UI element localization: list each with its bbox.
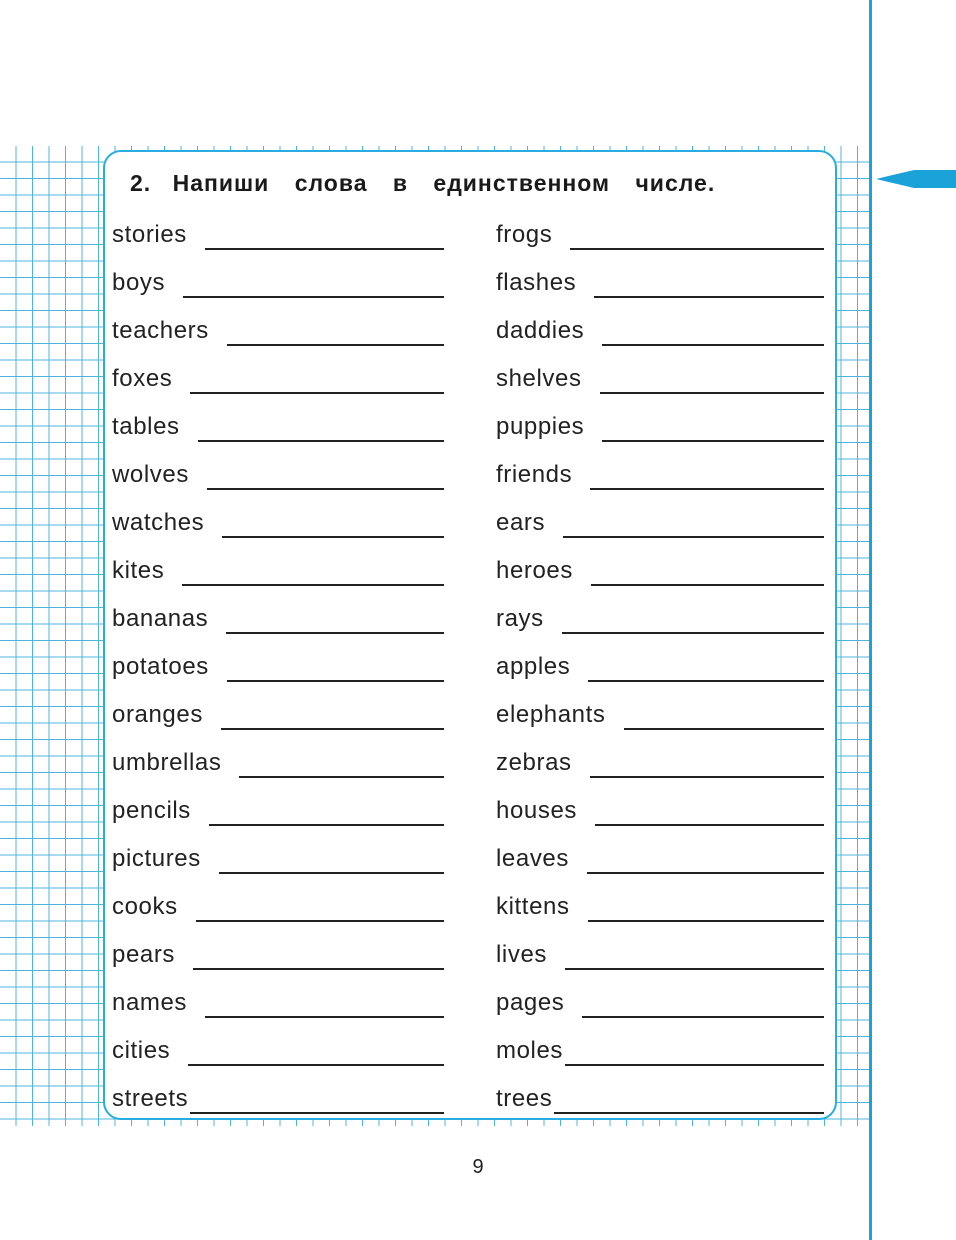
word-label: apples (496, 653, 571, 680)
answer-line[interactable] (602, 344, 824, 346)
answer-line[interactable] (595, 824, 824, 826)
word-row (496, 830, 824, 878)
word-label: ears (496, 509, 546, 536)
word-row (112, 206, 444, 254)
word-row (496, 350, 824, 398)
word-label: trees (496, 1085, 553, 1112)
word-label: pictures (112, 845, 201, 872)
word-row (112, 398, 444, 446)
answer-line[interactable] (588, 920, 824, 922)
word-row (496, 686, 824, 734)
answer-line[interactable] (565, 968, 824, 970)
word-row (496, 302, 824, 350)
answer-line[interactable] (590, 488, 824, 490)
word-row (496, 734, 824, 782)
word-label: pears (112, 941, 176, 968)
word-label: leaves (496, 845, 569, 872)
word-label: moles (496, 1037, 564, 1064)
task-instruction: Напиши слова в единственном числе. (172, 170, 716, 196)
word-label: cooks (112, 893, 178, 920)
word-label: stories (112, 221, 187, 248)
answer-line[interactable] (205, 248, 444, 250)
word-label: names (112, 989, 188, 1016)
word-row (496, 926, 824, 974)
word-label: watches (112, 509, 205, 536)
word-label: shelves (496, 365, 582, 392)
word-row (112, 494, 444, 542)
word-label: flashes (496, 269, 577, 296)
word-row (496, 878, 824, 926)
word-row (496, 206, 824, 254)
answer-line[interactable] (227, 680, 444, 682)
word-label: pages (496, 989, 565, 1016)
word-row (496, 590, 824, 638)
task-number: 2. (130, 170, 152, 196)
answer-line[interactable] (221, 728, 444, 730)
word-label: teachers (112, 317, 209, 344)
answer-line[interactable] (205, 1016, 444, 1018)
word-label: kittens (496, 893, 570, 920)
word-row (112, 638, 444, 686)
answer-line[interactable] (554, 1112, 824, 1114)
word-label: kites (112, 557, 165, 584)
word-row (112, 974, 444, 1022)
word-row (112, 782, 444, 830)
answer-line[interactable] (190, 392, 444, 394)
margin-line (869, 0, 872, 1240)
answer-line[interactable] (219, 872, 444, 874)
word-row (112, 878, 444, 926)
word-label: wolves (112, 461, 189, 488)
answer-line[interactable] (226, 632, 444, 634)
answer-line[interactable] (590, 776, 824, 778)
right-word-column (496, 206, 824, 1118)
word-row (496, 782, 824, 830)
answer-line[interactable] (563, 536, 824, 538)
answer-line[interactable] (587, 872, 824, 874)
word-label: cities (112, 1037, 171, 1064)
answer-line[interactable] (591, 584, 824, 586)
word-row (112, 1022, 444, 1070)
answer-line[interactable] (624, 728, 825, 730)
answer-line[interactable] (565, 1064, 824, 1066)
word-row (496, 254, 824, 302)
word-label: heroes (496, 557, 573, 584)
word-label: rays (496, 605, 544, 632)
word-row (496, 974, 824, 1022)
word-label: potatoes (112, 653, 209, 680)
word-label: daddies (496, 317, 585, 344)
word-label: friends (496, 461, 573, 488)
word-label: elephants (496, 701, 606, 728)
word-row (496, 638, 824, 686)
word-label: bananas (112, 605, 209, 632)
task-title (130, 170, 814, 197)
answer-line[interactable] (182, 584, 444, 586)
word-row (112, 350, 444, 398)
word-label: lives (496, 941, 548, 968)
word-label: puppies (496, 413, 585, 440)
answer-line[interactable] (600, 392, 824, 394)
answer-line[interactable] (562, 632, 824, 634)
answer-line[interactable] (190, 1112, 444, 1114)
pencil-marker-icon (876, 170, 956, 188)
answer-line[interactable] (602, 440, 824, 442)
word-row (112, 302, 444, 350)
word-row (496, 542, 824, 590)
answer-line[interactable] (188, 1064, 444, 1066)
answer-line[interactable] (582, 1016, 824, 1018)
answer-line[interactable] (196, 920, 444, 922)
word-row (496, 1022, 824, 1070)
word-label: pencils (112, 797, 191, 824)
answer-line[interactable] (209, 824, 444, 826)
answer-line[interactable] (588, 680, 824, 682)
answer-line[interactable] (207, 488, 444, 490)
word-label: houses (496, 797, 577, 824)
word-row (112, 686, 444, 734)
left-word-column (112, 206, 444, 1118)
answer-line[interactable] (198, 440, 444, 442)
word-row (496, 494, 824, 542)
word-label: streets (112, 1085, 189, 1112)
word-row (496, 446, 824, 494)
word-row (496, 398, 824, 446)
answer-line[interactable] (239, 776, 444, 778)
answer-line[interactable] (183, 296, 444, 298)
answer-line[interactable] (193, 968, 444, 970)
answer-line[interactable] (222, 536, 444, 538)
word-label: oranges (112, 701, 203, 728)
word-label: tables (112, 413, 180, 440)
page-number: 9 (472, 1156, 484, 1178)
answer-line[interactable] (570, 248, 824, 250)
word-row (112, 446, 444, 494)
word-label: frogs (496, 221, 553, 248)
word-label: umbrellas (112, 749, 222, 776)
word-label: foxes (112, 365, 173, 392)
word-row (112, 830, 444, 878)
word-row (112, 734, 444, 782)
word-label: zebras (496, 749, 572, 776)
word-row (112, 590, 444, 638)
word-row (112, 926, 444, 974)
word-row (112, 1070, 444, 1118)
word-label: boys (112, 269, 166, 296)
answer-line[interactable] (594, 296, 824, 298)
word-row (112, 542, 444, 590)
word-row (112, 254, 444, 302)
answer-line[interactable] (227, 344, 444, 346)
word-row (496, 1070, 824, 1118)
